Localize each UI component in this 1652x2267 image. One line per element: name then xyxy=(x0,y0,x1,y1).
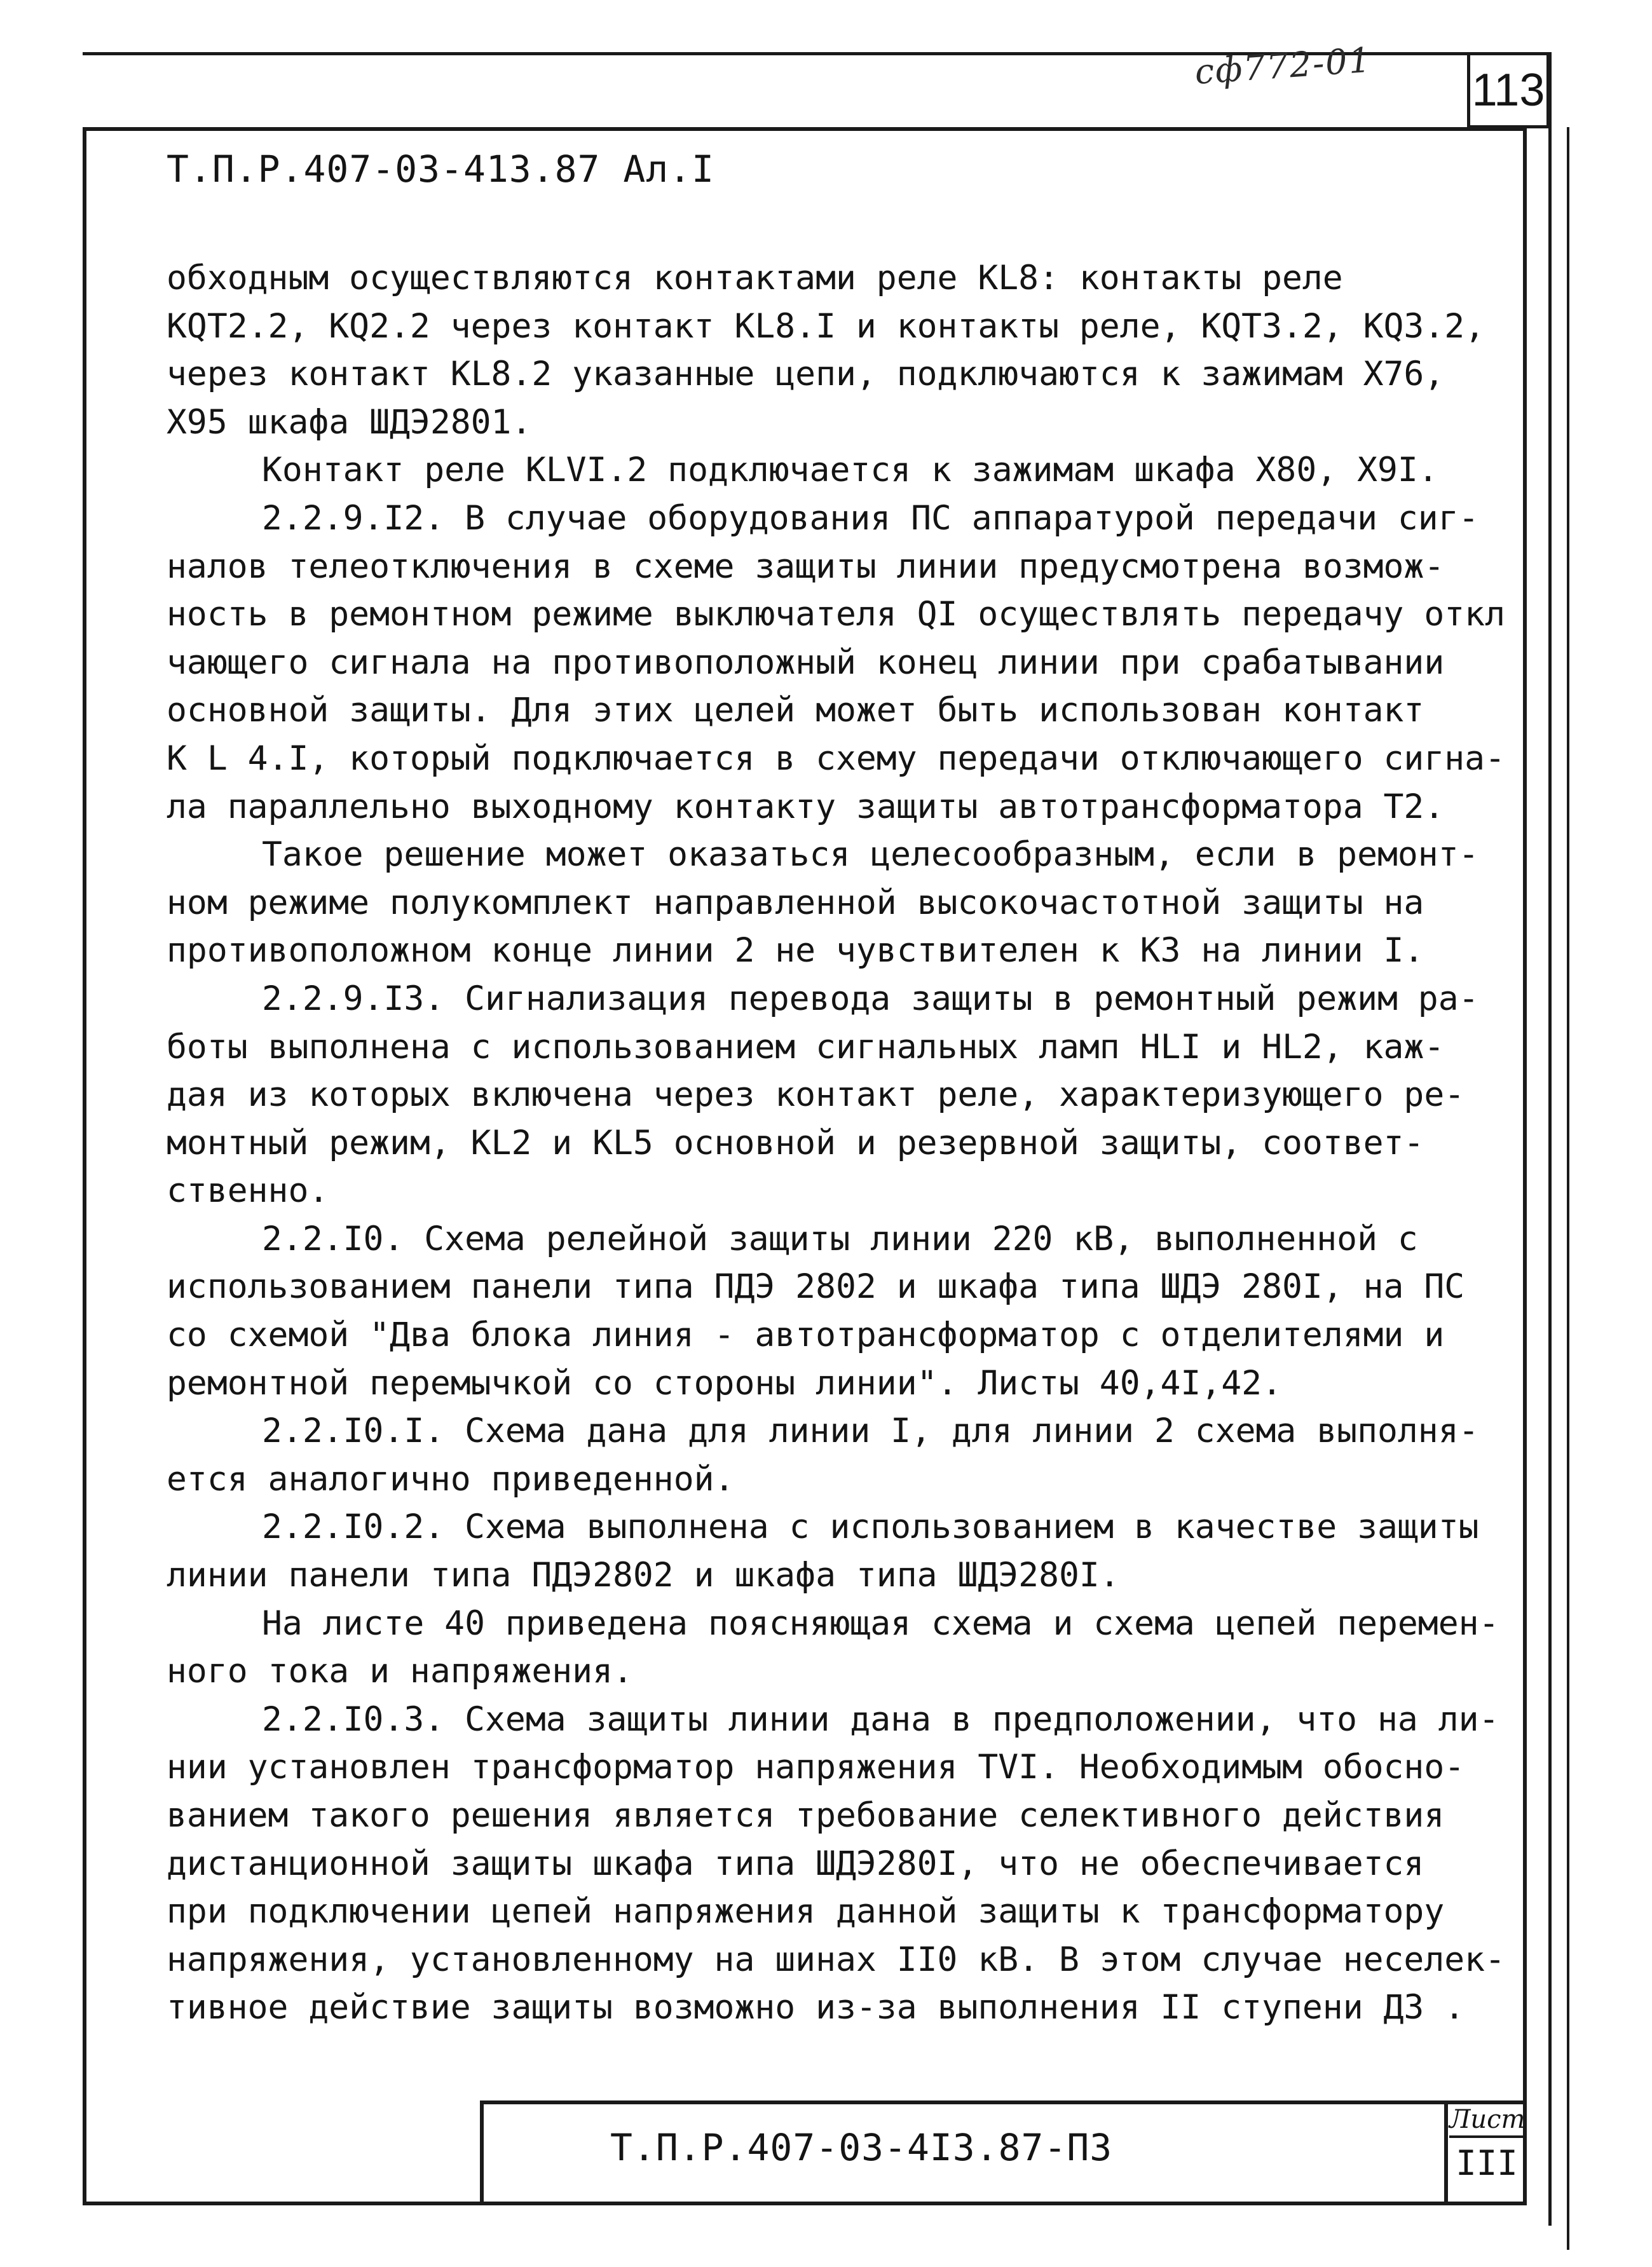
text-line: 2.2.I0. Схема релейной защиты линии 220 кВ, выполненной с xyxy=(262,1219,1418,1258)
text-line: противоположном конце линии 2 не чувствителен к КЗ на линии I. xyxy=(167,931,1424,970)
document-body xyxy=(167,254,1514,2032)
text-line: ственно. xyxy=(167,1171,329,1211)
text-line: обходным осуществляются контактами реле KL8: контакты реле xyxy=(167,259,1343,297)
text-line: дая из которых включена через контакт реле, характеризующего ре- xyxy=(167,1075,1465,1115)
text-line: налов телеотключения в схеме защиты линии предусмотрена возмож- xyxy=(167,547,1445,586)
text-line: На листе 40 приведена поясняющая схема и схема цепей перемен- xyxy=(262,1603,1499,1643)
text-line: 2.2.9.I2. В случае оборудования ПС аппаратурой передачи сиг- xyxy=(262,498,1479,538)
text-line: напряжения, установленному на шинах II0 кВ. В этом случае неселек- xyxy=(167,1940,1505,1979)
sheet-number: III xyxy=(1456,2143,1518,2183)
text-line: K L 4.I, который подключается в схему передачи отключающего сигна- xyxy=(167,739,1505,778)
text-line: ванием такого решения является требование селективного действия xyxy=(167,1796,1445,1835)
text-line: X95 шкафа ШДЭ2801. xyxy=(167,402,532,442)
right-margin-line xyxy=(1567,127,1569,2250)
text-line: ремонтной перемычкой со стороны линии". Листы 40,4I,42. xyxy=(167,1363,1282,1403)
text-line: использованием панели типа ПДЭ 2802 и шкафа типа ШДЭ 280I, на ПС xyxy=(167,1267,1465,1307)
archive-mark: сф772-01 xyxy=(1193,39,1373,92)
text-line: через контакт KL8.2 указанные цепи, подключаются к зажимам X76, xyxy=(167,355,1445,394)
text-line: 2.2.I0.2. Схема выполнена с использованием в качестве защиты xyxy=(262,1508,1479,1547)
title-block-code: Т.П.Р.407-03-4I3.87-ПЗ xyxy=(610,2126,1113,2169)
sheet-label: Лист xyxy=(1449,2105,1524,2138)
text-line: со схемой "Два блока линия - автотрансформатор с отделителями и xyxy=(167,1316,1445,1355)
text-line: тивное действие защиты возможно из-за выполнения II ступени ДЗ . xyxy=(167,1988,1465,2027)
page-number-box xyxy=(1467,52,1550,128)
text-line: ном режиме полукомплект направленной высокочастотной защиты на xyxy=(167,883,1424,922)
text-line: линии панели типа ПДЭ2802 и шкафа типа ШДЭ280I. xyxy=(167,1556,1120,1595)
text-line: Контакт реле KLVI.2 подключается к зажимам шкафа X80, X9I. xyxy=(262,451,1438,490)
page-number: 113 xyxy=(1471,65,1545,116)
text-line: ного тока и напряжения. xyxy=(167,1652,633,1691)
text-line: монтный режим, KL2 и KL5 основной и резервной защиты, соответ- xyxy=(167,1123,1424,1162)
document-header-code: Т.П.Р.407-03-413.87 Ал.I xyxy=(167,147,715,191)
text-line: 2.2.9.I3. Сигнализация перевода защиты в ремонтный режим ра- xyxy=(262,979,1479,1018)
text-line: ла параллельно выходному контакту защиты автотрансформатора Т2. xyxy=(167,787,1445,826)
text-line: ется аналогично приведенной. xyxy=(167,1459,735,1499)
text-line: чающего сигнала на противоположный конец линии при срабатывании xyxy=(167,643,1445,682)
text-line: нии установлен трансформатор напряжения TVI. Необходимым обосно- xyxy=(167,1748,1465,1787)
text-line: Такое решение может оказаться целесообразным, если в ремонт- xyxy=(262,835,1479,875)
text-line: дистанционной защиты шкафа типа ШДЭ280I, что не обеспечивается xyxy=(167,1844,1424,1883)
text-line: 2.2.I0.I. Схема дана для линии I, для линии 2 схема выполня- xyxy=(262,1412,1479,1451)
title-block-divider xyxy=(1444,2100,1448,2205)
text-line: ность в ремонтном режиме выключателя QI осуществлять передачу откл xyxy=(167,595,1505,634)
text-line: 2.2.I0.3. Схема защиты линии дана в предположении, что на ли- xyxy=(262,1699,1499,1739)
text-line: боты выполнена с использованием сигнальных ламп HLI и HL2, каж- xyxy=(167,1027,1445,1066)
right-border-line xyxy=(1548,52,1552,2226)
text-line: KQT2.2, KQ2.2 через контакт KL8.I и контакты реле, KQT3.2, KQ3.2, xyxy=(167,306,1485,346)
text-line: основной защиты. Для этих целей может быть использован контакт xyxy=(167,691,1424,730)
text-line: при подключении цепей напряжения данной защиты к трансформатору xyxy=(167,1892,1445,1931)
